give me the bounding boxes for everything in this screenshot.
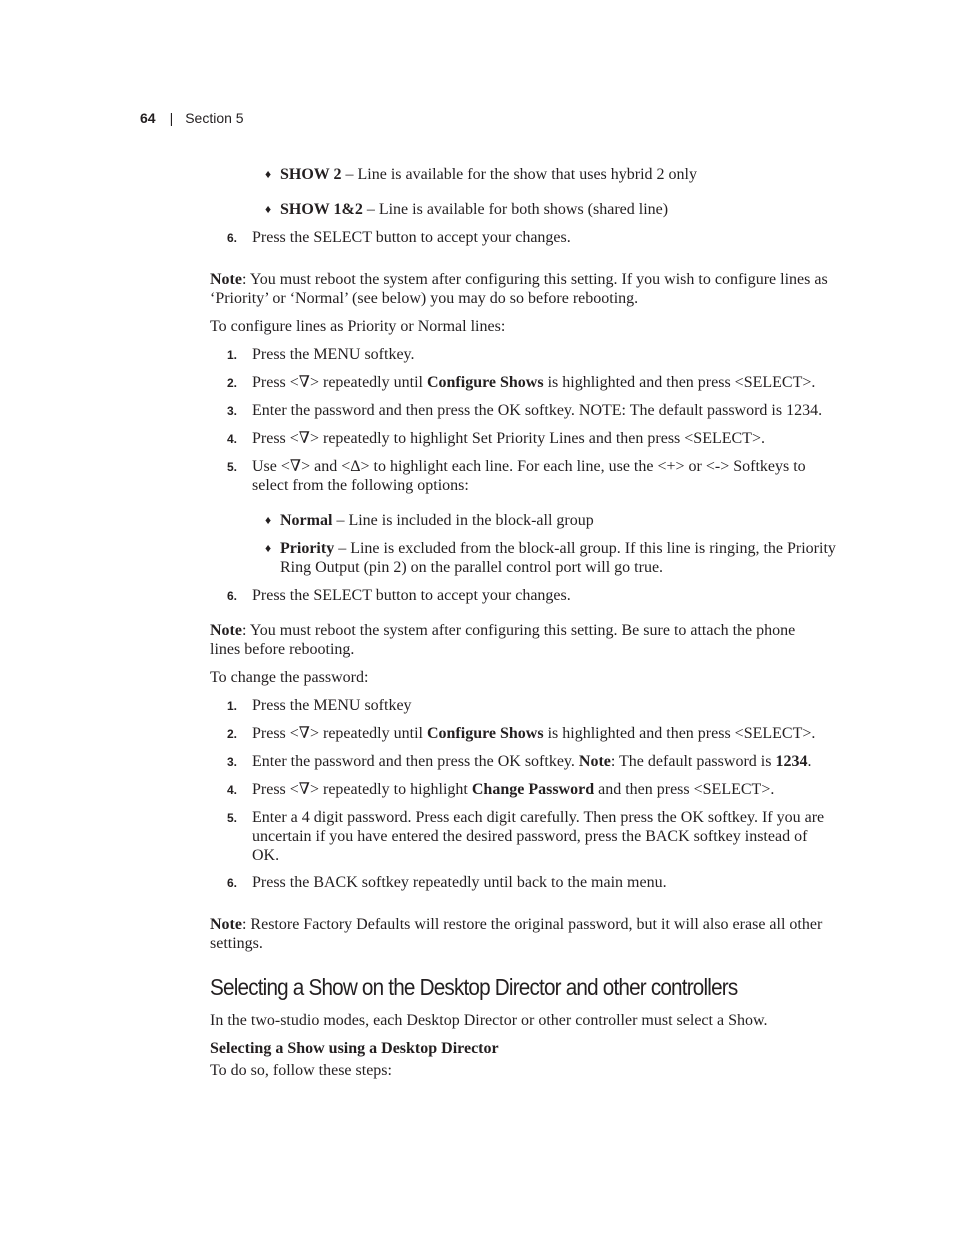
- section-heading: Selecting a Show on the Desktop Director and other controllers: [210, 974, 738, 1000]
- diamond-bullet-icon: ♦: [265, 513, 272, 527]
- page-header: [140, 109, 244, 127]
- intro-password: To change the password:: [210, 669, 369, 686]
- diamond-bullet-icon: ♦: [265, 167, 272, 181]
- diamond-bullet-icon: ♦: [265, 541, 272, 555]
- header-divider: |: [169, 110, 174, 126]
- section-label: Section 5: [185, 110, 244, 126]
- diamond-bullet-icon: ♦: [265, 202, 272, 216]
- page-number: 64: [140, 110, 156, 126]
- bullet-priority: ♦ Priority – Line is excluded from the block-all group. If this line is ringing, the Priority Ring Output (pin 2) on the parallel control port will go true.: [265, 540, 836, 576]
- note-reboot-priority: Note: You must reboot the system after configuring this setting. If you wish to configure lines as ‘Priority’ or ‘Normal’ (see below) you may do so before rebooting.: [210, 271, 828, 307]
- note-restore-defaults: Note: Restore Factory Defaults will restore the original password, but it will also erase all other settings.: [210, 916, 823, 952]
- bullet-show-1-2: ♦ SHOW 1&2 – Line is available for both shows (shared line): [265, 201, 669, 218]
- note-reboot-lines: Note: You must reboot the system after configuring this setting. Be sure to attach the phone lines before rebooting.: [210, 622, 796, 658]
- follow-steps: To do so, follow these steps:: [210, 1062, 392, 1079]
- subheading: Selecting a Show using a Desktop Director: [210, 1040, 499, 1057]
- section-intro: In the two-studio modes, each Desktop Director or other controller must select a Show.: [210, 1012, 768, 1029]
- bullet-normal: ♦ Normal – Line is included in the block-all group: [265, 512, 594, 529]
- bullet-show-2: ♦ SHOW 2 – Line is available for the show that uses hybrid 2 only: [265, 166, 697, 183]
- intro-priority: To configure lines as Priority or Normal lines:: [210, 318, 506, 335]
